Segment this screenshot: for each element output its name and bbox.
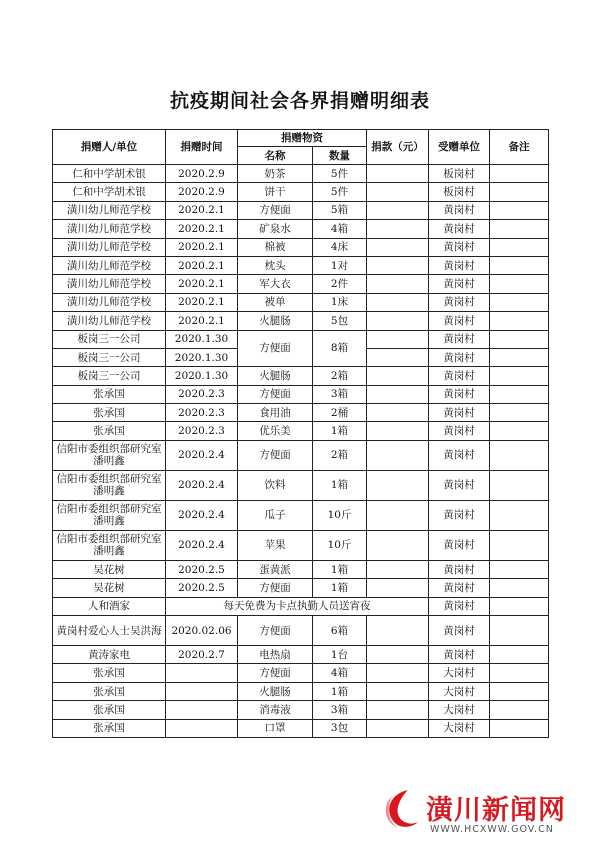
time-cell: 2020.2.4 [166, 530, 238, 560]
donor-cell: 黄涛家电 [53, 646, 166, 664]
money-cell [367, 312, 429, 330]
donor-cell: 吴花树 [53, 579, 166, 597]
header-money: 捐款（元） [367, 130, 429, 165]
time-cell: 2020.2.3 [166, 422, 238, 440]
time-cell: 2020.2.1 [166, 275, 238, 293]
goods-qty-cell: 2箱 [313, 367, 367, 385]
goods-qty-cell: 6箱 [313, 616, 367, 646]
time-cell: 2020.2.3 [166, 404, 238, 422]
goods-name-cell: 饼干 [238, 183, 313, 201]
goods-qty-cell: 3包 [313, 719, 367, 737]
time-cell [166, 701, 238, 719]
donor-cell: 潢川幼儿师范学校 [53, 238, 166, 256]
recipient-cell: 黄岗村 [429, 597, 490, 615]
note-cell [490, 440, 549, 470]
goods-qty-cell: 2桶 [313, 404, 367, 422]
note-cell [490, 183, 549, 201]
money-cell [367, 560, 429, 578]
goods-name-cell: 口罩 [238, 719, 313, 737]
table-row [53, 616, 549, 646]
money-cell [367, 238, 429, 256]
goods-qty-cell: 4箱 [313, 220, 367, 238]
time-cell: 2020.1.30 [166, 348, 238, 366]
header-goods: 捐赠物资 [238, 130, 367, 147]
table-row [53, 682, 549, 700]
header-note: 备注 [490, 130, 549, 165]
time-cell: 2020.1.30 [166, 330, 238, 348]
note-cell [490, 238, 549, 256]
money-cell [367, 719, 429, 737]
goods-name-cell: 方便面 [238, 440, 313, 470]
recipient-cell: 黄岗村 [429, 579, 490, 597]
time-cell: 2020.2.4 [166, 500, 238, 530]
note-cell [490, 597, 549, 615]
donor-cell: 潢川幼儿师范学校 [53, 256, 166, 274]
goods-name-cell: 电热扇 [238, 646, 313, 664]
note-cell [490, 500, 549, 530]
donor-cell: 张承国 [53, 664, 166, 682]
table-body [53, 130, 549, 738]
time-cell: 2020.2.9 [166, 183, 238, 201]
goods-qty-cell: 1对 [313, 256, 367, 274]
header-recipient: 受赠单位 [429, 130, 490, 165]
recipient-cell: 黄岗村 [429, 470, 490, 500]
recipient-cell: 黄岗村 [429, 404, 490, 422]
donor-cell: 吴花树 [53, 560, 166, 578]
money-cell [367, 183, 429, 201]
recipient-cell: 黄岗村 [429, 560, 490, 578]
note-cell [490, 256, 549, 274]
goods-name-cell: 食用油 [238, 404, 313, 422]
money-cell [367, 646, 429, 664]
donor-cell: 信阳市委组织部研究室潘明鑫 [53, 530, 166, 560]
donor-cell: 张承国 [53, 385, 166, 403]
note-cell [490, 664, 549, 682]
donor-cell: 信阳市委组织部研究室潘明鑫 [53, 470, 166, 500]
table-row [53, 330, 549, 348]
goods-qty-cell: 2件 [313, 275, 367, 293]
goods-qty-cell: 5箱 [313, 201, 367, 219]
table-row [53, 597, 549, 615]
recipient-cell: 板岗村 [429, 183, 490, 201]
recipient-cell: 黄岗村 [429, 293, 490, 311]
note-cell [490, 348, 549, 366]
money-cell [367, 579, 429, 597]
goods-qty-cell: 1箱 [313, 579, 367, 597]
goods-name-cell: 优乐美 [238, 422, 313, 440]
goods-name-cell: 瓜子 [238, 500, 313, 530]
header-donor: 捐赠人/单位 [53, 130, 166, 165]
note-cell [490, 682, 549, 700]
recipient-cell: 大岗村 [429, 719, 490, 737]
money-cell [367, 385, 429, 403]
time-cell: 2020.2.1 [166, 201, 238, 219]
recipient-cell: 黄岗村 [429, 201, 490, 219]
note-cell [490, 220, 549, 238]
recipient-cell: 大岗村 [429, 701, 490, 719]
donor-cell: 仁和中学胡术银 [53, 183, 166, 201]
goods-name-cell: 饮料 [238, 470, 313, 500]
donor-cell: 潢川幼儿师范学校 [53, 275, 166, 293]
goods-qty-cell: 1床 [313, 293, 367, 311]
goods-qty-cell: 1箱 [313, 682, 367, 700]
donor-cell: 潢川幼儿师范学校 [53, 220, 166, 238]
goods-name-cell: 方便面 [238, 579, 313, 597]
recipient-cell: 黄岗村 [429, 530, 490, 560]
donor-cell: 张承国 [53, 422, 166, 440]
recipient-cell: 黄岗村 [429, 422, 490, 440]
goods-qty-cell: 1箱 [313, 422, 367, 440]
note-cell [490, 470, 549, 500]
recipient-cell: 大岗村 [429, 664, 490, 682]
donor-cell: 张承国 [53, 404, 166, 422]
time-cell [166, 682, 238, 700]
note-cell [490, 701, 549, 719]
money-cell [367, 201, 429, 219]
table-row [53, 165, 549, 183]
donor-cell: 张承国 [53, 701, 166, 719]
goods-name-cell: 火腿肠 [238, 367, 313, 385]
goods-name-cell: 矿泉水 [238, 220, 313, 238]
note-cell [490, 560, 549, 578]
donor-cell: 张承国 [53, 719, 166, 737]
money-cell [367, 682, 429, 700]
money-cell [367, 616, 429, 646]
money-cell [367, 220, 429, 238]
goods-qty-cell: 4箱 [313, 664, 367, 682]
time-cell: 2020.2.4 [166, 470, 238, 500]
goods-name-cell: 火腿肠 [238, 312, 313, 330]
goods-qty-cell: 1箱 [313, 560, 367, 578]
goods-qty-cell: 3箱 [313, 385, 367, 403]
recipient-cell: 黄岗村 [429, 500, 490, 530]
time-cell [166, 664, 238, 682]
note-cell [490, 367, 549, 385]
table-row [53, 367, 549, 385]
money-cell [367, 348, 429, 366]
money-cell [367, 440, 429, 470]
table-row [53, 404, 549, 422]
donor-cell: 信阳市委组织部研究室潘明鑫 [53, 440, 166, 470]
goods-qty-cell: 8箱 [313, 330, 367, 367]
donor-cell: 黄岗村爱心人士吴洪海 [53, 616, 166, 646]
note-cell [490, 530, 549, 560]
donor-cell: 张承国 [53, 682, 166, 700]
note-cell [490, 719, 549, 737]
donor-cell: 人和酒家 [53, 597, 166, 615]
table-row [53, 579, 549, 597]
recipient-cell: 黄岗村 [429, 616, 490, 646]
time-cell: 2020.02.06 [166, 616, 238, 646]
donor-cell: 信阳市委组织部研究室潘明鑫 [53, 500, 166, 530]
note-cell [490, 404, 549, 422]
recipient-cell: 黄岗村 [429, 348, 490, 366]
goods-name-cell: 消毒液 [238, 701, 313, 719]
note-cell [490, 422, 549, 440]
table-row [53, 701, 549, 719]
table-row [53, 646, 549, 664]
recipient-cell: 大岗村 [429, 682, 490, 700]
time-cell: 2020.2.1 [166, 256, 238, 274]
recipient-cell: 黄岗村 [429, 312, 490, 330]
note-cell [490, 646, 549, 664]
donor-cell: 仁和中学胡术银 [53, 165, 166, 183]
money-cell [367, 367, 429, 385]
note-cell [490, 330, 549, 348]
page-title: 抗疫期间社会各界捐赠明细表 [169, 90, 430, 112]
donor-cell: 潢川幼儿师范学校 [53, 293, 166, 311]
goods-qty-cell: 10斤 [313, 500, 367, 530]
table-row [53, 440, 549, 470]
goods-qty-cell: 3箱 [313, 701, 367, 719]
money-cell [367, 664, 429, 682]
money-cell [367, 422, 429, 440]
table-row [53, 664, 549, 682]
donor-cell: 板岗三一公司 [53, 367, 166, 385]
money-cell [367, 165, 429, 183]
recipient-cell: 黄岗村 [429, 330, 490, 348]
goods-qty-cell: 5件 [313, 183, 367, 201]
donor-cell: 板岗三一公司 [53, 330, 166, 348]
header-row [53, 130, 549, 147]
goods-qty-cell: 2箱 [313, 440, 367, 470]
table-row [53, 312, 549, 330]
note-cell [490, 165, 549, 183]
table-row [53, 256, 549, 274]
goods-name-cell: 方便面 [238, 664, 313, 682]
donor-cell: 潢川幼儿师范学校 [53, 201, 166, 219]
goods-name-cell: 军大衣 [238, 275, 313, 293]
merged-goods-cell: 每天免费为卡点执勤人员送宵夜 [166, 597, 429, 615]
recipient-cell: 黄岗村 [429, 646, 490, 664]
table-row [53, 220, 549, 238]
recipient-cell: 板岗村 [429, 165, 490, 183]
money-cell [367, 470, 429, 500]
time-cell: 2020.2.5 [166, 579, 238, 597]
note-cell [490, 616, 549, 646]
recipient-cell: 黄岗村 [429, 238, 490, 256]
goods-name-cell: 蛋黄派 [238, 560, 313, 578]
recipient-cell: 黄岗村 [429, 385, 490, 403]
note-cell [490, 293, 549, 311]
time-cell: 2020.2.9 [166, 165, 238, 183]
header-goods-name: 名称 [238, 147, 313, 165]
table-row [53, 500, 549, 530]
table-row [53, 183, 549, 201]
goods-qty-cell: 1台 [313, 646, 367, 664]
table-row [53, 293, 549, 311]
goods-name-cell: 火腿肠 [238, 682, 313, 700]
time-cell: 2020.2.3 [166, 385, 238, 403]
money-cell [367, 256, 429, 274]
goods-name-cell: 方便面 [238, 385, 313, 403]
brand-url: WWW.HCXWW.GOV.CN [430, 824, 554, 835]
table-row [53, 238, 549, 256]
goods-name-cell: 方便面 [238, 201, 313, 219]
time-cell: 2020.2.1 [166, 238, 238, 256]
goods-name-cell: 奶茶 [238, 165, 313, 183]
time-cell: 2020.2.1 [166, 220, 238, 238]
goods-qty-cell: 5件 [313, 165, 367, 183]
table-row [53, 470, 549, 500]
table-row [53, 719, 549, 737]
time-cell: 2020.2.5 [166, 560, 238, 578]
note-cell [490, 312, 549, 330]
header-time: 捐赠时间 [166, 130, 238, 165]
time-cell [166, 719, 238, 737]
goods-qty-cell: 5包 [313, 312, 367, 330]
recipient-cell: 黄岗村 [429, 220, 490, 238]
note-cell [490, 275, 549, 293]
goods-name-cell: 被单 [238, 293, 313, 311]
donation-table [52, 129, 549, 738]
donor-cell: 潢川幼儿师范学校 [53, 312, 166, 330]
recipient-cell: 黄岗村 [429, 367, 490, 385]
header-goods-qty: 数量 [313, 147, 367, 165]
note-cell [490, 579, 549, 597]
table-row [53, 560, 549, 578]
money-cell [367, 701, 429, 719]
money-cell [367, 275, 429, 293]
goods-name-cell: 方便面 [238, 616, 313, 646]
recipient-cell: 黄岗村 [429, 256, 490, 274]
note-cell [490, 385, 549, 403]
recipient-cell: 黄岗村 [429, 275, 490, 293]
time-cell: 2020.1.30 [166, 367, 238, 385]
site-logo [378, 786, 578, 846]
goods-name-cell: 棉被 [238, 238, 313, 256]
time-cell: 2020.2.1 [166, 293, 238, 311]
money-cell [367, 293, 429, 311]
money-cell [367, 530, 429, 560]
goods-name-cell: 枕头 [238, 256, 313, 274]
brand-name: 潢川新闻网 [426, 795, 566, 826]
goods-qty-cell: 10斤 [313, 530, 367, 560]
goods-qty-cell: 1箱 [313, 470, 367, 500]
table-row [53, 422, 549, 440]
time-cell: 2020.2.1 [166, 312, 238, 330]
brand-swirl-icon [378, 786, 424, 832]
goods-name-cell: 苹果 [238, 530, 313, 560]
note-cell [490, 201, 549, 219]
table-row [53, 201, 549, 219]
goods-qty-cell: 4床 [313, 238, 367, 256]
money-cell [367, 330, 429, 348]
recipient-cell: 黄岗村 [429, 440, 490, 470]
table-row [53, 385, 549, 403]
donor-cell: 板岗三一公司 [53, 348, 166, 366]
table-row [53, 275, 549, 293]
money-cell [367, 404, 429, 422]
time-cell: 2020.2.4 [166, 440, 238, 470]
table-row [53, 530, 549, 560]
money-cell [367, 500, 429, 530]
goods-name-cell: 方便面 [238, 330, 313, 367]
time-cell: 2020.2.7 [166, 646, 238, 664]
